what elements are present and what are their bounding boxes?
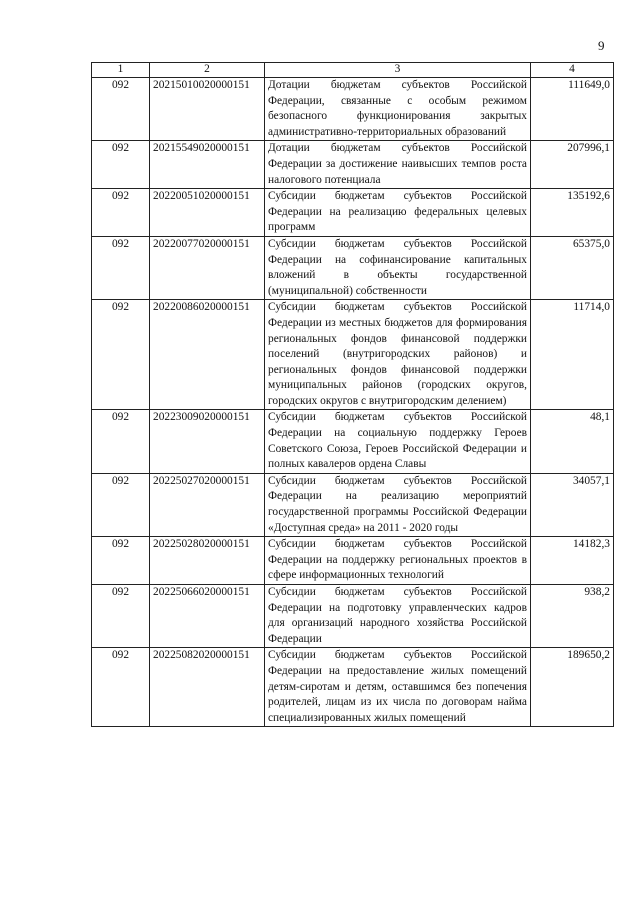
description-cell: Субсидии бюджетам субъектов Российской Федерации на реализацию мероприятий государственной программы Российской Федерации «Доступная среда» на 2011 - 2020 годы: [265, 473, 531, 536]
table-row: [92, 473, 614, 536]
budget-code-cell: 20215549020000151: [150, 141, 265, 189]
column-header: 1: [92, 63, 150, 78]
admin-code-cell: 092: [92, 585, 150, 648]
admin-code-cell: 092: [92, 189, 150, 237]
admin-code-cell: 092: [92, 410, 150, 473]
column-header: 3: [265, 63, 531, 78]
budget-code-cell: 20223009020000151: [150, 410, 265, 473]
table-row: [92, 585, 614, 648]
budget-code-cell: 20215010020000151: [150, 78, 265, 141]
amount-cell: 11714,0: [531, 300, 614, 410]
column-header: 2: [150, 63, 265, 78]
table-row: [92, 410, 614, 473]
budget-code-cell: 20225082020000151: [150, 648, 265, 727]
amount-cell: 34057,1: [531, 473, 614, 536]
description-cell: Субсидии бюджетам субъектов Российской Федерации на социальную поддержку Героев Советского Союза, Героев Российской Федерации и полных кавалеров ордена Славы: [265, 410, 531, 473]
table-row: [92, 78, 614, 141]
table-header-row: [92, 63, 614, 78]
budget-code-cell: 20225027020000151: [150, 473, 265, 536]
admin-code-cell: 092: [92, 648, 150, 727]
admin-code-cell: 092: [92, 236, 150, 299]
description-cell: Дотации бюджетам субъектов Российской Федерации, связанные с особым режимом безопасного функционирования закрытых административно-территориальных образований: [265, 78, 531, 141]
page-number: 9: [598, 38, 605, 53]
description-cell: Дотации бюджетам субъектов Российской Федерации за достижение наивысших темпов роста налогового потенциала: [265, 141, 531, 189]
budget-table: [91, 62, 614, 727]
table-row: [92, 236, 614, 299]
admin-code-cell: 092: [92, 537, 150, 585]
table-row: [92, 537, 614, 585]
admin-code-cell: 092: [92, 473, 150, 536]
admin-code-cell: 092: [92, 300, 150, 410]
table-row: [92, 189, 614, 237]
description-cell: Субсидии бюджетам субъектов Российской Федерации на поддержку региональных проектов в сфере информационных технологий: [265, 537, 531, 585]
description-cell: Субсидии бюджетам субъектов Российской Федерации на подготовку управленческих кадров для организаций народного хозяйства Российской Федерации: [265, 585, 531, 648]
amount-cell: 207996,1: [531, 141, 614, 189]
description-cell: Субсидии бюджетам субъектов Российской Федерации на предоставление жилых помещений детям-сиротам и детям, оставшимся без попечения родителей, лицам из их числа по договорам найма специализированных жилых помещений: [265, 648, 531, 727]
column-header: 4: [531, 63, 614, 78]
budget-code-cell: 20220077020000151: [150, 236, 265, 299]
admin-code-cell: 092: [92, 141, 150, 189]
amount-cell: 14182,3: [531, 537, 614, 585]
budget-code-cell: 20225066020000151: [150, 585, 265, 648]
description-cell: Субсидии бюджетам субъектов Российской Федерации на реализацию федеральных целевых программ: [265, 189, 531, 237]
table-row: [92, 141, 614, 189]
budget-code-cell: 20220051020000151: [150, 189, 265, 237]
budget-code-cell: 20220086020000151: [150, 300, 265, 410]
amount-cell: 65375,0: [531, 236, 614, 299]
amount-cell: 938,2: [531, 585, 614, 648]
amount-cell: 111649,0: [531, 78, 614, 141]
budget-code-cell: 20225028020000151: [150, 537, 265, 585]
description-cell: Субсидии бюджетам субъектов Российской Федерации из местных бюджетов для формирования региональных фондов финансовой поддержки поселений (внутригородских районов) и региональных фондов финансовой поддержки муниципальных районов (городских округов, городских округов с внутригородским делением): [265, 300, 531, 410]
table-row: [92, 300, 614, 410]
table-row: [92, 648, 614, 727]
description-cell: Субсидии бюджетам субъектов Российской Федерации на софинансирование капитальных вложений в объекты государственной (муниципальной) собственности: [265, 236, 531, 299]
amount-cell: 48,1: [531, 410, 614, 473]
amount-cell: 189650,2: [531, 648, 614, 727]
admin-code-cell: 092: [92, 78, 150, 141]
amount-cell: 135192,6: [531, 189, 614, 237]
